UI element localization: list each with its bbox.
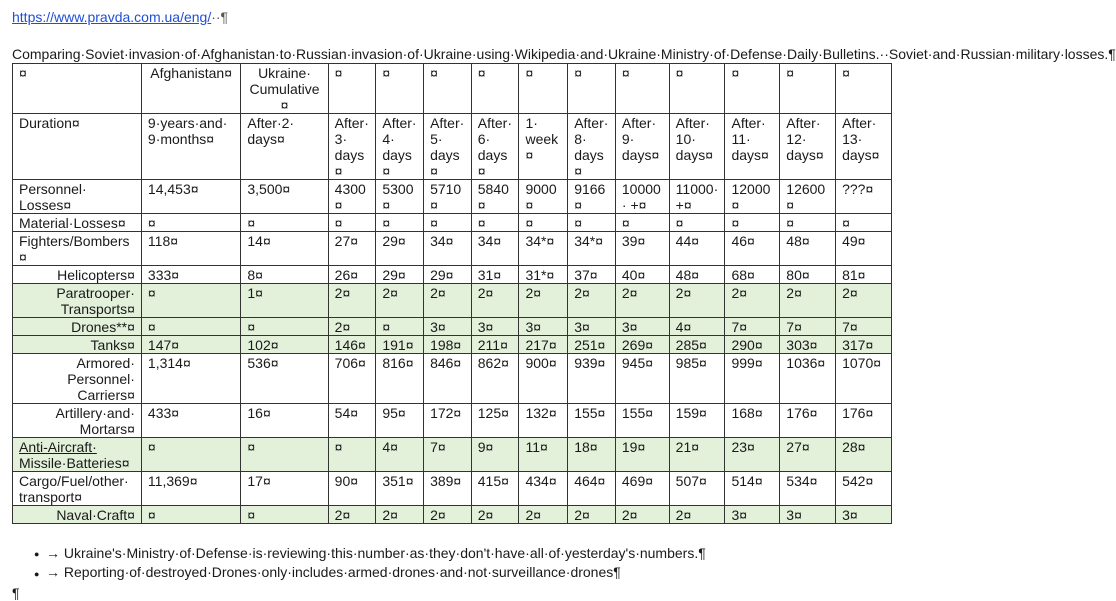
data-cell: ¤ <box>328 214 376 232</box>
data-cell: 48¤ <box>780 232 836 266</box>
table-row <box>13 114 892 180</box>
header-cell: ¤ <box>471 64 519 114</box>
data-cell: 1¤ <box>241 284 328 318</box>
table-row <box>13 284 892 318</box>
data-cell: 29¤ <box>424 266 472 284</box>
data-cell: 2¤ <box>424 284 472 318</box>
bullet-icon: ● <box>34 568 40 579</box>
data-cell: 172¤ <box>424 404 472 438</box>
header-cell: ¤ <box>836 64 892 114</box>
data-cell: 11¤ <box>519 438 568 472</box>
data-cell: 49¤ <box>836 232 892 266</box>
data-cell: 8¤ <box>241 266 328 284</box>
data-cell: 3¤ <box>836 506 892 524</box>
data-cell: 4¤ <box>669 318 725 336</box>
data-cell: ¤ <box>241 506 328 524</box>
data-cell: 3¤ <box>519 318 568 336</box>
source-url-line <box>12 8 898 26</box>
header-cell: ¤ <box>780 64 836 114</box>
header-cell: ¤ <box>376 64 424 114</box>
data-cell: 2¤ <box>328 284 376 318</box>
data-cell: ¤ <box>780 214 836 232</box>
table-row <box>13 232 892 266</box>
data-cell: 14¤ <box>241 232 328 266</box>
data-cell: 2¤ <box>471 284 519 318</box>
header-cell: ¤ <box>568 64 616 114</box>
data-cell: 17¤ <box>241 472 328 506</box>
header-cell: ¤ <box>615 64 669 114</box>
footnote-text: → Reporting·of·destroyed·Drones·only·includes·armed·drones·and·not·surveillance·drones¶ <box>46 564 621 581</box>
table-wrapper <box>12 63 898 524</box>
data-cell: ¤ <box>141 438 240 472</box>
data-cell: 469¤ <box>615 472 669 506</box>
document-heading: Comparing·Soviet·invasion·of·Afghanistan·to·Russian·invasion·of·Ukraine·using·Wikipedia·and·Ukraine·Ministry·of·Defense·Daily·Bulletins.··Soviet·and·Russian·military·losses.¶ <box>12 46 1116 62</box>
data-cell: 464¤ <box>568 472 616 506</box>
data-cell: 706¤ <box>328 354 376 404</box>
row-label <box>13 438 142 472</box>
data-cell: After· 13· days¤ <box>836 114 892 180</box>
table-row <box>13 266 892 284</box>
data-cell: 251¤ <box>568 336 616 354</box>
data-cell: After· 4· days¤ <box>376 114 424 180</box>
data-cell: 90¤ <box>328 472 376 506</box>
data-cell: After· 6· days¤ <box>471 114 519 180</box>
data-cell: 68¤ <box>725 266 780 284</box>
data-cell: 34*¤ <box>519 232 568 266</box>
data-cell: 3¤ <box>568 318 616 336</box>
data-cell: 11000· +¤ <box>669 180 725 214</box>
data-cell: 2¤ <box>669 506 725 524</box>
data-cell: 514¤ <box>725 472 780 506</box>
data-cell: 5710¤ <box>424 180 472 214</box>
row-label: Cargo/Fuel/other· transport¤ <box>13 472 142 506</box>
data-cell: After· 12· days¤ <box>780 114 836 180</box>
data-cell: 95¤ <box>376 404 424 438</box>
row-label: Artillery·and· Mortars¤ <box>13 404 142 438</box>
data-cell: 303¤ <box>780 336 836 354</box>
data-cell: 46¤ <box>725 232 780 266</box>
data-cell: 389¤ <box>424 472 472 506</box>
underlined-label-part: Anti-Aircraft· <box>19 439 97 455</box>
data-cell: 1· week¤ <box>519 114 568 180</box>
data-cell: 44¤ <box>669 232 725 266</box>
data-cell: 999¤ <box>725 354 780 404</box>
footnote-text: → Ukraine's·Ministry·of·Defense·is·reviewing·this·number·as·they·don't·have·all·of·yesterday's·numbers.¶ <box>46 545 706 561</box>
data-cell: 434¤ <box>519 472 568 506</box>
data-cell: 12000¤ <box>725 180 780 214</box>
data-cell: 211¤ <box>471 336 519 354</box>
data-cell: ¤ <box>836 214 892 232</box>
data-cell: ¤ <box>376 214 424 232</box>
data-cell: 147¤ <box>141 336 240 354</box>
data-cell: 29¤ <box>376 266 424 284</box>
data-cell: 3¤ <box>424 318 472 336</box>
header-cell: ¤ <box>725 64 780 114</box>
data-cell: ¤ <box>141 214 240 232</box>
table-row <box>13 318 892 336</box>
data-cell: 2¤ <box>780 284 836 318</box>
row-label: Tanks¤ <box>13 336 142 354</box>
data-cell: 155¤ <box>568 404 616 438</box>
data-cell: 14,453¤ <box>141 180 240 214</box>
source-link[interactable]: https://www.pravda.com.ua/eng/ <box>12 9 212 25</box>
data-cell: 3¤ <box>780 506 836 524</box>
data-cell: 2¤ <box>615 506 669 524</box>
data-cell: 3,500¤ <box>241 180 328 214</box>
row-label: Helicopters¤ <box>13 266 142 284</box>
data-cell: 5300¤ <box>376 180 424 214</box>
data-cell: 2¤ <box>568 506 616 524</box>
data-cell: 985¤ <box>669 354 725 404</box>
data-cell: 16¤ <box>241 404 328 438</box>
table-row <box>13 438 892 472</box>
data-cell: 9166¤ <box>568 180 616 214</box>
data-cell: 9·years·and· 9·months¤ <box>141 114 240 180</box>
data-cell: 2¤ <box>376 284 424 318</box>
data-cell: 507¤ <box>669 472 725 506</box>
header-cell: ¤ <box>519 64 568 114</box>
data-cell: 40¤ <box>615 266 669 284</box>
data-cell: 290¤ <box>725 336 780 354</box>
data-cell: 118¤ <box>141 232 240 266</box>
data-cell: 102¤ <box>241 336 328 354</box>
data-cell: ¤ <box>669 214 725 232</box>
data-cell: 191¤ <box>376 336 424 354</box>
data-cell: 2¤ <box>669 284 725 318</box>
label-rest: Missile·Batteries¤ <box>19 455 130 471</box>
data-cell: 19¤ <box>615 438 669 472</box>
row-label: Paratrooper· Transports¤ <box>13 284 142 318</box>
data-cell: 31*¤ <box>519 266 568 284</box>
row-label: Naval·Craft¤ <box>13 506 142 524</box>
data-cell: 80¤ <box>780 266 836 284</box>
data-cell: 269¤ <box>615 336 669 354</box>
data-cell: 7¤ <box>836 318 892 336</box>
data-cell: 2¤ <box>424 506 472 524</box>
data-cell: 217¤ <box>519 336 568 354</box>
data-cell: 176¤ <box>836 404 892 438</box>
data-cell: 132¤ <box>519 404 568 438</box>
document-body <box>12 8 1116 601</box>
data-cell: 11,369¤ <box>141 472 240 506</box>
data-cell: 18¤ <box>568 438 616 472</box>
header-cell: Afghanistan¤ <box>141 64 240 114</box>
data-cell: 317¤ <box>836 336 892 354</box>
data-cell: 26¤ <box>328 266 376 284</box>
data-cell: 2¤ <box>376 506 424 524</box>
data-cell: 333¤ <box>141 266 240 284</box>
data-cell: 3¤ <box>615 318 669 336</box>
data-cell: ¤ <box>141 284 240 318</box>
data-cell: After· 8· days¤ <box>568 114 616 180</box>
data-cell: 27¤ <box>328 232 376 266</box>
header-corner-cell: ¤ <box>13 64 142 114</box>
data-cell: 1036¤ <box>780 354 836 404</box>
data-cell: 2¤ <box>328 506 376 524</box>
data-cell: 27¤ <box>780 438 836 472</box>
data-cell: After· 5· days¤ <box>424 114 472 180</box>
data-cell: ¤ <box>424 214 472 232</box>
footnote-item <box>34 544 898 563</box>
data-cell: 146¤ <box>328 336 376 354</box>
data-cell: 5840¤ <box>471 180 519 214</box>
data-cell: 9000¤ <box>519 180 568 214</box>
data-cell: 4¤ <box>376 438 424 472</box>
data-cell: ¤ <box>519 214 568 232</box>
data-cell: After· 11· days¤ <box>725 114 780 180</box>
header-row <box>13 64 892 114</box>
data-cell: 34*¤ <box>568 232 616 266</box>
data-cell: 3¤ <box>725 506 780 524</box>
data-cell: 2¤ <box>836 284 892 318</box>
data-cell: ¤ <box>241 214 328 232</box>
row-label: Personnel· Losses¤ <box>13 180 142 214</box>
data-cell: 198¤ <box>424 336 472 354</box>
data-cell: 900¤ <box>519 354 568 404</box>
data-cell: ???¤ <box>836 180 892 214</box>
data-cell: 2¤ <box>519 284 568 318</box>
data-cell: ¤ <box>328 438 376 472</box>
data-cell: 125¤ <box>471 404 519 438</box>
data-cell: After·2· days¤ <box>241 114 328 180</box>
table-row <box>13 472 892 506</box>
data-cell: 176¤ <box>780 404 836 438</box>
row-label: Material·Losses¤ <box>13 214 142 232</box>
data-cell: 2¤ <box>519 506 568 524</box>
data-cell: 37¤ <box>568 266 616 284</box>
data-cell: 34¤ <box>424 232 472 266</box>
paragraph-mark: ¶ <box>12 584 20 601</box>
table-row <box>13 336 892 354</box>
data-cell: 29¤ <box>376 232 424 266</box>
data-cell: 536¤ <box>241 354 328 404</box>
data-cell: 2¤ <box>568 284 616 318</box>
data-cell: 2¤ <box>328 318 376 336</box>
data-cell: 81¤ <box>836 266 892 284</box>
data-cell: 23¤ <box>725 438 780 472</box>
data-cell: ¤ <box>241 438 328 472</box>
table-row <box>13 354 892 404</box>
footnote-list <box>34 544 898 583</box>
data-cell: 862¤ <box>471 354 519 404</box>
data-cell: After· 10· days¤ <box>669 114 725 180</box>
data-cell: ¤ <box>568 214 616 232</box>
data-cell: 34¤ <box>471 232 519 266</box>
data-cell: 2¤ <box>615 284 669 318</box>
header-cell: ¤ <box>669 64 725 114</box>
table-row <box>13 506 892 524</box>
data-cell: 846¤ <box>424 354 472 404</box>
data-cell: 285¤ <box>669 336 725 354</box>
data-cell: ¤ <box>141 318 240 336</box>
data-cell: 28¤ <box>836 438 892 472</box>
data-cell: 415¤ <box>471 472 519 506</box>
data-cell: 159¤ <box>669 404 725 438</box>
data-cell: 12600¤ <box>780 180 836 214</box>
data-cell: 31¤ <box>471 266 519 284</box>
data-cell: ¤ <box>725 214 780 232</box>
data-cell: 1,314¤ <box>141 354 240 404</box>
data-cell: 155¤ <box>615 404 669 438</box>
header-cell: ¤ <box>328 64 376 114</box>
losses-table <box>12 63 892 524</box>
data-cell: After· 3· days¤ <box>328 114 376 180</box>
table-row <box>13 180 892 214</box>
data-cell: After· 9· days¤ <box>615 114 669 180</box>
table-row <box>13 404 892 438</box>
header-cell: Ukraine· Cumulative¤ <box>241 64 328 114</box>
data-cell: 10000· +¤ <box>615 180 669 214</box>
data-cell: 7¤ <box>780 318 836 336</box>
url-suffix-marks: ··¶ <box>211 9 229 25</box>
data-cell: 21¤ <box>669 438 725 472</box>
data-cell: 1070¤ <box>836 354 892 404</box>
row-label: Duration¤ <box>13 114 142 180</box>
data-cell: 433¤ <box>141 404 240 438</box>
data-cell: 7¤ <box>725 318 780 336</box>
data-cell: 534¤ <box>780 472 836 506</box>
footnote-item <box>34 563 898 582</box>
bullet-icon: ● <box>34 549 40 560</box>
data-cell: 351¤ <box>376 472 424 506</box>
data-cell: 48¤ <box>669 266 725 284</box>
table-body <box>13 64 892 524</box>
data-cell: 4300¤ <box>328 180 376 214</box>
data-cell: ¤ <box>615 214 669 232</box>
data-cell: 3¤ <box>471 318 519 336</box>
data-cell: 542¤ <box>836 472 892 506</box>
data-cell: 39¤ <box>615 232 669 266</box>
data-cell: 54¤ <box>328 404 376 438</box>
data-cell: 168¤ <box>725 404 780 438</box>
data-cell: 9¤ <box>471 438 519 472</box>
table-row <box>13 214 892 232</box>
data-cell: 816¤ <box>376 354 424 404</box>
data-cell: ¤ <box>471 214 519 232</box>
data-cell: 2¤ <box>725 284 780 318</box>
row-label: Fighters/Bombers¤ <box>13 232 142 266</box>
data-cell: 7¤ <box>424 438 472 472</box>
data-cell: 939¤ <box>568 354 616 404</box>
row-label: Armored· Personnel· Carriers¤ <box>13 354 142 404</box>
data-cell: 945¤ <box>615 354 669 404</box>
data-cell: ¤ <box>141 506 240 524</box>
data-cell: ¤ <box>376 318 424 336</box>
header-cell: ¤ <box>424 64 472 114</box>
data-cell: ¤ <box>241 318 328 336</box>
data-cell: 2¤ <box>471 506 519 524</box>
row-label: Drones**¤ <box>13 318 142 336</box>
